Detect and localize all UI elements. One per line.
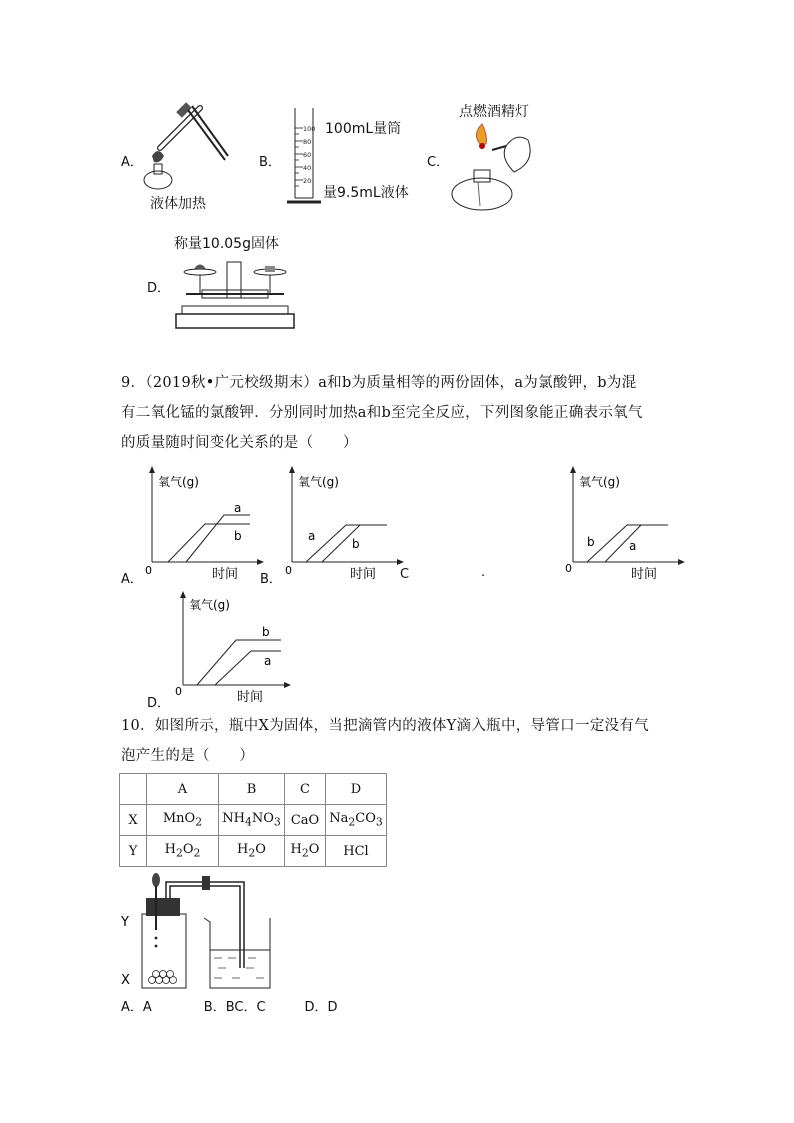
graph-d-label-a: a [264,654,272,668]
q8-b-caption-top: 100mL量筒 [325,121,402,137]
b-scale-80: 80 [303,138,312,146]
graph-a-ylabel: 氧气(g) [158,475,199,489]
b-scale-60: 60 [303,151,312,159]
table-cell: $H_2O$ [285,836,326,867]
graph-a-origin: 0 [145,564,152,577]
table-cell [120,774,147,805]
q10-line-2: 泡产生的是（ ） [121,748,255,764]
table-cell: $NH_4NO_3$ [219,805,285,836]
q9-stem [121,368,676,458]
q9-line-2: 有二氧化锰的氯酸钾．分别同时加热a和b至完全反应，下列图象能正确表示氧气 [121,405,643,421]
table-cell: $Na_2CO_3$ [326,805,387,836]
graph-b [280,466,405,584]
b-scale-40: 40 [303,164,312,172]
q8-a-caption: 液体加热 [150,196,206,212]
heating-liquid-illustration [140,98,240,198]
q10-answer-options: A．A B．BC．C D．D [121,1000,338,1015]
table-cell: A [147,774,219,805]
table-cell: B [219,774,285,805]
q9-line-1: 9．（2019秋•广元校级期末）a和b为质量相等的两份固体，a为氯酸钾，b为混 [121,375,637,391]
graph-d-origin: 0 [175,685,182,698]
b-scale-20: 20 [303,177,312,185]
q9-option-a: A． [121,572,143,587]
q8-option-b-letter: B． [259,155,281,170]
graph-a-label-a: a [234,501,242,515]
graph-c-xlabel: 时间 [631,567,658,582]
table-row-x [120,805,387,836]
table-cell: $H_2O$ [219,836,285,867]
table-header-row [120,774,387,805]
graph-a [140,466,265,584]
q9-option-b: B． [260,572,282,587]
graph-a-xlabel: 时间 [212,567,239,582]
measuring-cylinder-illustration [283,106,327,208]
q8-b-caption-bottom: 量9.5mL液体 [323,185,409,201]
q8-option-d-letter: D． [147,281,171,296]
table-cell: MnO$_2$ [147,805,219,836]
q9-line-3: 的质量随时间变化关系的是（ ） [121,435,358,451]
reagent-table [119,773,387,867]
graph-c-origin: 0 [565,562,572,575]
q10-line-1: 10．如图所示，瓶中X为固体，当把滴管内的液体Y滴入瓶中，导管口一定没有气 [121,718,649,734]
graph-b-ylabel: 氧气(g) [298,475,339,489]
table-cell: $H_2O_2$ [147,836,219,867]
graph-c-label-b: b [587,535,595,549]
graph-c-label-a: a [629,539,637,553]
table-cell: Y [120,836,147,867]
graph-b-label-b: b [352,537,360,551]
table-row-y [120,836,387,867]
alcohol-lamp-illustration [444,122,536,214]
graph-d-ylabel: 氧气(g) [189,598,230,612]
q8-option-a-letter: A． [121,155,143,170]
graph-b-xlabel: 时间 [350,567,377,582]
graph-c-ylabel: 氧气(g) [579,475,620,489]
graph-b-origin: 0 [285,564,292,577]
table-cell: D [326,774,387,805]
graph-d [171,591,296,707]
q9-option-c-dot: . [481,565,486,580]
table-cell: X [120,805,147,836]
b-scale-100: 100 [303,125,316,133]
graph-d-label-b: b [262,625,270,639]
graph-b-label-a: a [308,529,316,543]
q8-d-caption: 称量10.05g固体 [174,236,279,252]
graph-c [561,466,686,584]
table-cell: CaO [285,805,326,836]
table-cell: HCl [326,836,387,867]
q10-stem [121,711,676,771]
q8-c-caption: 点燃酒精灯 [459,104,529,120]
graph-a-label-b: b [234,529,242,543]
q8-option-c-letter: C． [427,155,450,170]
gas-apparatus-illustration [118,868,288,994]
apparatus-label-y: Y [121,915,129,930]
graph-d-xlabel: 时间 [237,690,264,705]
q9-option-d: D． [147,696,171,711]
apparatus-label-x: X [121,973,130,988]
balance-illustration [172,254,298,332]
table-cell: C [285,774,326,805]
q9-option-c: C [400,567,410,582]
